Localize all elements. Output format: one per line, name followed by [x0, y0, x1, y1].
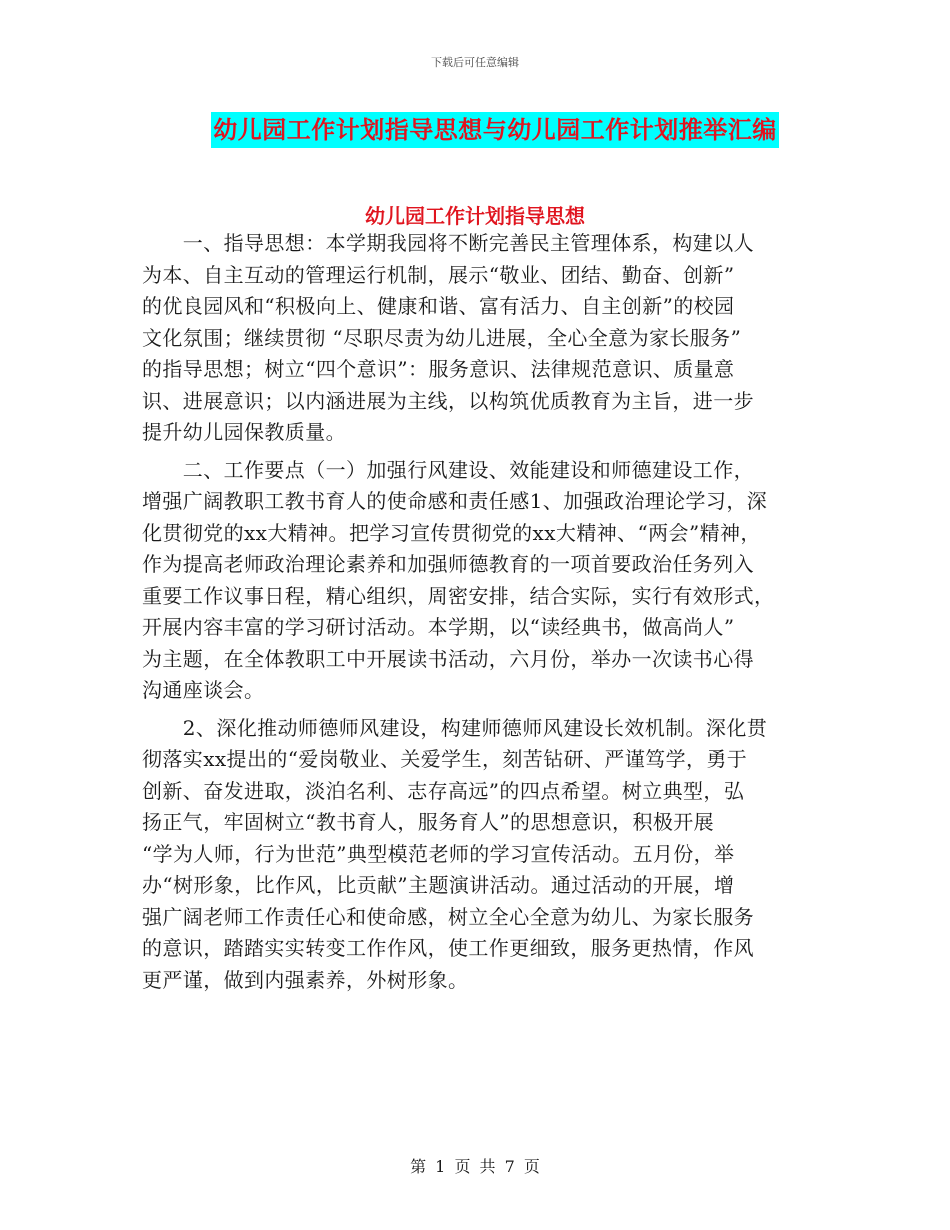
text-line: 创新、奋发进取，淡泊名利、志存高远”的四点希望。树立典型，弘 — [142, 778, 745, 803]
document-title: 幼儿园工作计划指导思想与幼儿园工作计划推举汇编 — [211, 112, 779, 148]
text-line: 为主题，在全体教职工中开展读书活动，六月份，举办一次读书心得 — [142, 646, 754, 671]
text-line: 文化氛围；继续贯彻 “尽职尽责为幼儿进展，全心全意为家长服务” — [142, 325, 742, 350]
text-line: 二、工作要点（一）加强行风建设、效能建设和师德建设工作， — [142, 457, 754, 482]
text-line: 化贯彻党的xx大精神。把学习宣传贯彻党的xx大精神、“两会”精神， — [142, 520, 761, 545]
page-number: 第 1 页 共 7 页 — [410, 1157, 540, 1176]
text-line: 识、进展意识；以内涵进展为主线，以构筑优质教育为主旨，进一步 — [142, 388, 754, 413]
text-line: 作为提高老师政治理论素养和加强师德教育的一项首要政治任务列入 — [142, 552, 754, 576]
section-title: 幼儿园工作计划指导思想 — [365, 204, 585, 228]
text-line: 办“树形象，比作风，比贡献”主题演讲活动。通过活动的开展，增 — [142, 873, 735, 897]
text-line: 的意识，踏踏实实转变工作作风，使工作更细致，服务更热情，作风 — [142, 936, 754, 960]
text-line: 增强广阔教职工教书育人的使命感和责任感1、加强政治理论学习，深 — [142, 489, 768, 513]
paragraph-teacher-ethics — [142, 713, 832, 997]
text-line: 为本、自主互动的管理运行机制，展示“敬业、团结、勤奋、创新” — [142, 262, 735, 287]
page-header-note: 下载后可任意编辑 — [431, 56, 519, 69]
text-line: 开展内容丰富的学习研讨活动。本学期，以“读经典书，做高尚人” — [142, 615, 735, 639]
text-line: 2、深化推动师德师风建设，构建师德师风建设长效机制。深化贯 — [142, 715, 768, 740]
text-line: 的指导思想；树立“四个意识”：服务意识、法律规范意识、质量意 — [142, 357, 735, 381]
text-line: 扬正气，牢固树立“教书育人，服务育人”的思想意识，积极开展 — [142, 810, 715, 834]
text-line: 重要工作议事日程，精心组织，周密安排，结合实际，实行有效形式， — [142, 583, 775, 608]
text-line: 更严谨，做到内强素养，外树形象。 — [142, 967, 469, 992]
document-body — [142, 228, 832, 996]
text-line: 提升幼儿园保教质量。 — [142, 420, 346, 444]
text-line: 一、指导思想：本学期我园将不断完善民主管理体系，构建以人 — [142, 231, 754, 255]
document-title-container — [0, 112, 950, 148]
paragraph-guiding-thought — [142, 228, 832, 449]
paragraph-work-points — [142, 455, 832, 707]
text-line: 强广阔老师工作责任心和使命感，树立全心全意为幼儿、为家长服务 — [142, 904, 754, 929]
text-line: “学为人师，行为世范”典型模范老师的学习宣传活动。五月份，举 — [142, 841, 735, 866]
text-line: 彻落实xx提出的“爱岗敬业、关爱学生，刻苦钻研、严谨笃学，勇于 — [142, 747, 748, 771]
text-line: 的优良园风和“积极向上、健康和谐、富有活力、自主创新”的校园 — [142, 294, 735, 318]
text-line: 沟通座谈会。 — [142, 678, 265, 702]
